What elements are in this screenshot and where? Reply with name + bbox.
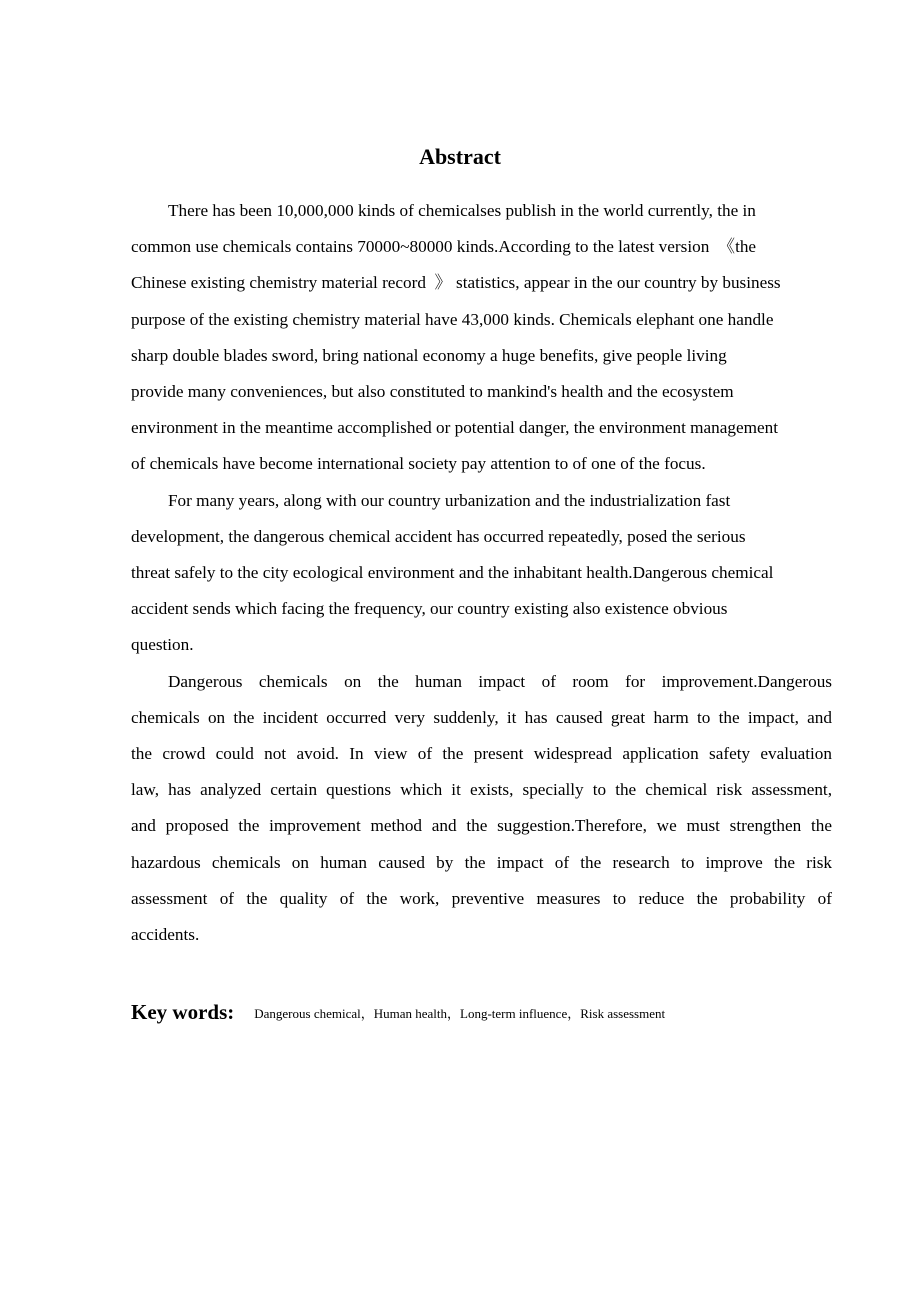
paragraph-line: assessment of the quality of the work, preventive measures to reduce the probability of <box>131 888 832 908</box>
paragraph-line: Dangerous chemicals on the human impact of room for improvement.Dangerous <box>168 671 832 691</box>
paragraph-line: For many years, along with our country urbanization and the industrialization fast <box>168 490 731 510</box>
keywords-label: Key words: <box>131 1000 235 1024</box>
paragraph-line: law, has analyzed certain questions which it exists, specially to the chemical risk assessment, <box>131 780 832 800</box>
keywords-section <box>131 996 665 1028</box>
paragraph-line: of chemicals have become international society pay attention to of one of the focus. <box>131 454 706 474</box>
abstract-paragraph-1 <box>131 193 832 483</box>
paragraph-line: provide many conveniences, but also constituted to mankind's health and the ecosystem <box>131 382 734 402</box>
paragraph-line: purpose of the existing chemistry material have 43,000 kinds. Chemicals elephant one handle <box>131 309 774 329</box>
paragraph-line: accident sends which facing the frequency, our country existing also existence obvious <box>131 599 728 619</box>
paragraph-line: There has been 10,000,000 kinds of chemicalses publish in the world currently, the in <box>168 201 756 220</box>
page-title: Abstract <box>419 144 501 169</box>
keywords-list: Dangerous chemical，Human health，Long-term influence，Risk assessment <box>254 1006 666 1021</box>
paragraph-line: hazardous chemicals on human caused by the impact of the research to improve the risk <box>131 852 832 872</box>
abstract-paragraph-2 <box>131 483 832 664</box>
abstract-paragraph-3 <box>131 664 832 954</box>
paragraph-line: sharp double blades sword, bring national economy a huge benefits, give people living <box>131 345 727 365</box>
paragraph-line: question. <box>131 635 194 655</box>
paragraph-line: threat safely to the city ecological environment and the inhabitant health.Dangerous chemical <box>131 563 774 583</box>
paragraph-line: accidents. <box>131 925 200 945</box>
paragraph-line: common use chemicals contains 70000~80000 kinds.According to the latest version 《the <box>131 237 757 257</box>
abstract-body <box>131 193 832 953</box>
paragraph-line: Chinese existing chemistry material record 》 statistics, appear in the our country by business <box>131 273 781 293</box>
paragraph-line: and proposed the improvement method and the suggestion.Therefore, we must strengthen the <box>131 816 832 836</box>
paragraph-line: the crowd could not avoid. In view of the present widespread application safety evaluation <box>131 744 832 764</box>
paragraph-line: development, the dangerous chemical accident has occurred repeatedly, posed the serious <box>131 526 746 546</box>
paragraph-line: chemicals on the incident occurred very suddenly, it has caused great harm to the impact, and <box>131 707 832 727</box>
paragraph-line: environment in the meantime accomplished or potential danger, the environment management <box>131 418 778 438</box>
